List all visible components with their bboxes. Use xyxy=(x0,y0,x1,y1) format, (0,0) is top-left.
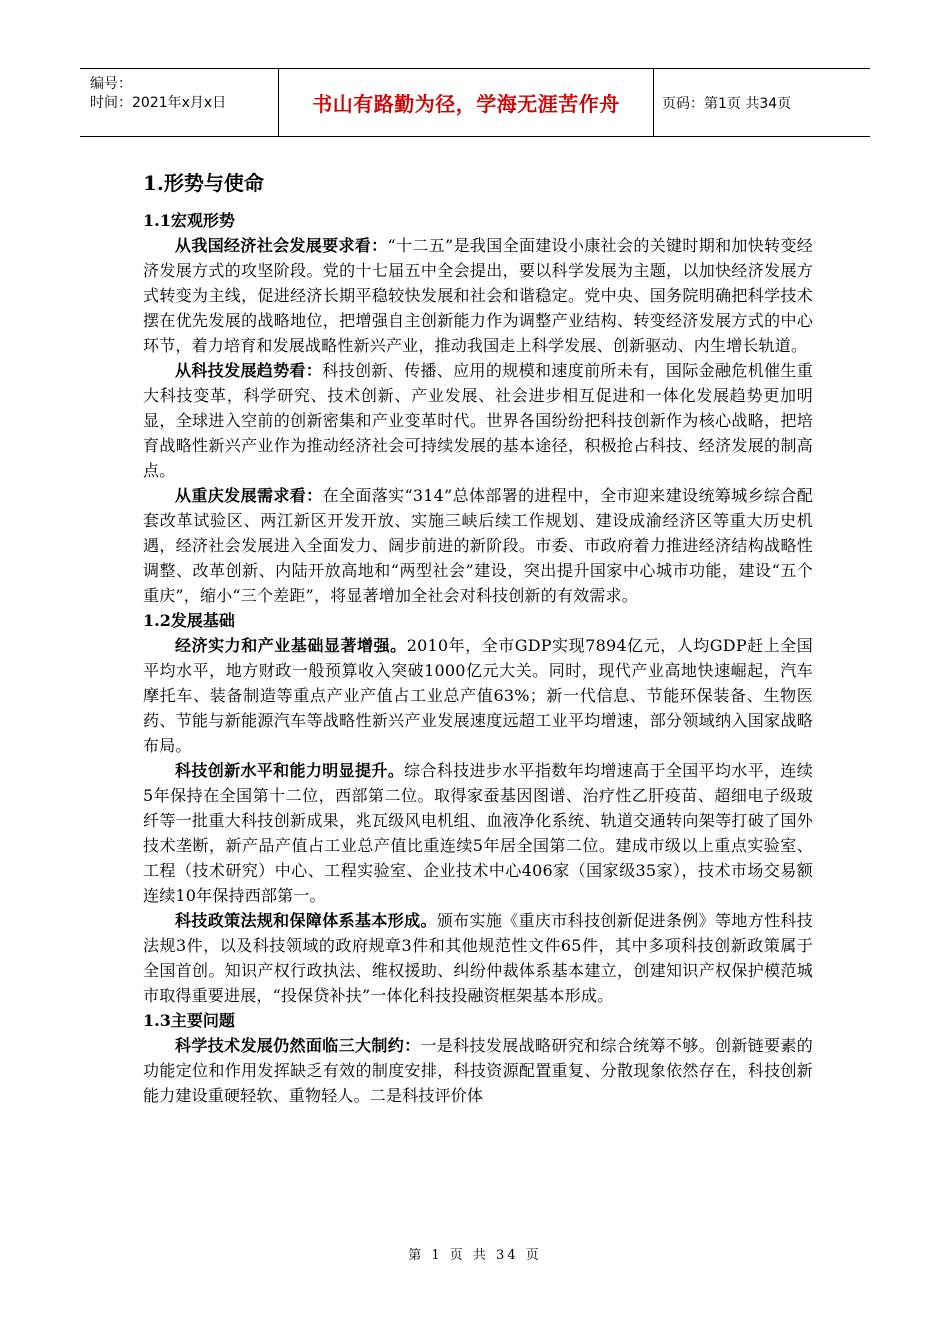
paragraph-main-constraints xyxy=(143,1033,813,1108)
paragraph-text: 2010年，全市GDP实现7894亿元，人均GDP赶上全国平均水平，地方财政一般预算收入突破1000亿元大关。同时，现代产业高地快速崛起，汽车摩托车、装备制造等重点产业产值占工业总产值63%；新一代信息、节能环保装备、生物医药、节能与新能源汽车等战略性新兴产业发展速度远超工业平均增速，部分领域纳入国家战略布局。 xyxy=(143,636,813,755)
paragraph-lead: 科技创新水平和能力明显提升。 xyxy=(175,761,405,780)
paragraph-text: 科技创新、传播、应用的规模和速度前所未有，国际金融危机催生重大科技变革，科学研究、技术创新、产业发展、社会进步相互促进和一体化发展趋势更加明显，全球进入空前的创新密集和产业变革时代。世界各国纷纷把科技创新作为核心战略，把培育战略性新兴产业作为推动经济社会可持续发展的基本途径，积极抢占科技、经济发展的制高点。 xyxy=(143,361,813,480)
paragraph-text: “十二五”是我国全面建设小康社会的关键时期和加快转变经济发展方式的攻坚阶段。党的十七届五中全会提出，要以科学发展为主题，以加快经济发展方式转变为主线，促进经济长期平稳较快发展和社会和谐稳定。党中央、国务院明确把科学技术摆在优先发展的战略地位，把增强自主创新能力作为调整产业结构、转变经济发展方式的中心环节，着力培育和发展战略性新兴产业，推动我国走上科学发展、创新驱动、内生增长轨道。 xyxy=(143,236,813,355)
paragraph-policy-system xyxy=(143,908,813,1008)
paragraph-lead: 科技政策法规和保障体系基本形成。 xyxy=(175,911,437,930)
paragraph-text: 在全面落实“314”总体部署的进程中，全市迎来建设统筹城乡综合配套改革试验区、两江新区开发开放、实施三峡后续工作规划、建设成渝经济区等重大历史机遇，经济社会发展进入全面发力、阔步前进的新阶段。市委、市政府着力推进经济结构战略性调整、改革创新、内陆开放高地和“两型社会”建设，突出提升国家中心城市功能，建设“五个重庆”，缩小“三个差距”，将显著增加全社会对科技创新的有效需求。 xyxy=(143,486,813,605)
paragraph-text: 颁布实施《重庆市科技创新促进条例》等地方性科技法规3件，以及科技领域的政府规章3件和其他规范性文件65件，其中多项科技创新政策属于全国首创。知识产权行政执法、维权援助、纠纷仲裁体系基本建立，创建知识产权保护模范城市取得重要进展，“投保贷补扶”一体化科技投融资框架基本形成。 xyxy=(143,911,813,1005)
paragraph-text: 综合科技进步水平指数年均增速高于全国平均水平，连续5年保持在全国第十二位，西部第二位。取得家蚕基因图谱、治疗性乙肝疫苗、超细电子级玻纤等一批重大科技创新成果，兆瓦级风电机组、血液净化系统、轨道交通转向架等打破了国外技术垄断，新产品产值占工业总产值比重连续5年居全国第二位。建成市级以上重点实验室、工程（技术研究）中心、工程实验室、企业技术中心406家（国家级35家），技术市场交易额连续10年保持西部第一。 xyxy=(143,761,813,905)
date-label: 时间：2021年x月x日 xyxy=(90,95,227,111)
paragraph-lead: 从重庆发展需求看： xyxy=(175,486,323,505)
paragraph-text: 一是科技发展战略研究和综合统筹不够。创新链要素的功能定位和作用发挥缺乏有效的制度安排，科技资源配置重复、分散现象依然存在，科技创新能力建设重硬轻软、重物轻人。二是科技评价体 xyxy=(143,1036,813,1105)
section-1-2-title: 1.2发展基础 xyxy=(143,611,235,630)
header-page-info: 页码：第1页 共34页 xyxy=(662,95,792,112)
number-label: 编号： xyxy=(90,76,132,92)
document-body xyxy=(143,168,813,1108)
section-1-1-title: 1.1宏观形势 xyxy=(143,211,235,230)
paragraph-chongqing-needs xyxy=(143,483,813,608)
paragraph-lead: 从我国经济社会发展要求看： xyxy=(175,236,388,255)
header-meta xyxy=(90,75,270,113)
document-header xyxy=(80,68,870,137)
paragraph-economic-requirements xyxy=(143,233,813,358)
paragraph-lead: 从科技发展趋势看： xyxy=(175,361,323,380)
header-motto: 书山有路勤为径，学海无涯苦作舟 xyxy=(278,69,654,136)
paragraph-economic-strength xyxy=(143,633,813,758)
page-footer: 第 1 页 共 34 页 xyxy=(408,1248,542,1263)
paragraph-innovation-level xyxy=(143,758,813,908)
paragraph-tech-trends xyxy=(143,358,813,483)
section-1-3-title: 1.3主要问题 xyxy=(143,1011,235,1030)
section-1-title: 1.形势与使命 xyxy=(143,171,264,195)
paragraph-lead: 经济实力和产业基础显著增强。 xyxy=(175,636,407,655)
paragraph-lead: 科学技术发展仍然面临三大制约： xyxy=(175,1036,421,1055)
